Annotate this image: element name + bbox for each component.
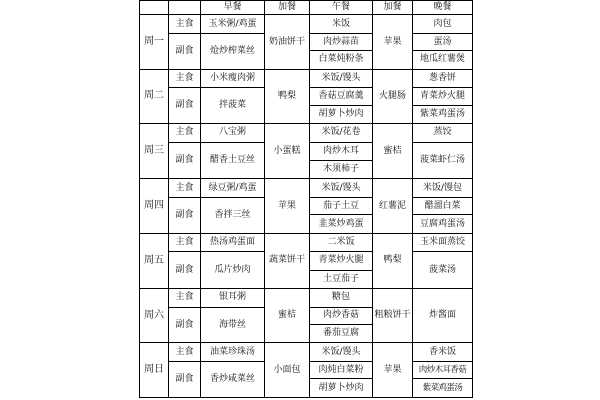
breakfast-side-item: 拌菠菜 bbox=[201, 88, 265, 124]
breakfast-side-item: 炝炒榨菜丝 bbox=[201, 33, 265, 69]
meal-type-main-label: 主食 bbox=[169, 233, 201, 251]
dinner-item: 菠菜虾仁汤 bbox=[413, 142, 473, 179]
afternoon-snack-item: 红薯泥 bbox=[373, 179, 413, 233]
dinner-item: 菠菜汤 bbox=[413, 252, 473, 289]
lunch-item: 番茄豆腐 bbox=[310, 325, 373, 343]
dinner-item: 葱香饼 bbox=[413, 69, 473, 87]
header-cell-lunch: 午餐 bbox=[310, 1, 373, 15]
day-name: 周日 bbox=[140, 343, 169, 398]
lunch-item: 糖包 bbox=[310, 289, 373, 307]
lunch-item: 米饭/馒头 bbox=[310, 179, 373, 197]
meal-type-main-label: 主食 bbox=[169, 15, 201, 33]
breakfast-main-item: 热汤鸡蛋面 bbox=[201, 233, 265, 251]
meal-type-main-label: 主食 bbox=[169, 69, 201, 87]
lunch-item: 米饭/馒头 bbox=[310, 69, 373, 87]
meal-type-main-label: 主食 bbox=[169, 343, 201, 361]
meal-type-side-label: 副食 bbox=[169, 252, 201, 289]
header-cell-breakfast: 早餐 bbox=[201, 1, 265, 15]
header-cell-dinner: 晚餐 bbox=[413, 1, 473, 15]
dinner-item: 肉炒木耳香菇 bbox=[413, 361, 473, 378]
meal-type-main-label: 主食 bbox=[169, 289, 201, 307]
day-row bbox=[140, 343, 473, 361]
morning-snack-item: 小蛋糕 bbox=[265, 124, 310, 179]
dinner-item: 青菜炒火腿 bbox=[413, 88, 473, 105]
afternoon-snack-item: 蜜桔 bbox=[373, 124, 413, 179]
dinner-item: 玉米面蒸饺 bbox=[413, 233, 473, 251]
breakfast-main-item: 油菜珍珠汤 bbox=[201, 343, 265, 361]
dinner-item: 炸酱面 bbox=[413, 289, 473, 343]
dinner-item: 醋溜白菜 bbox=[413, 197, 473, 214]
morning-snack-item: 奶油饼干 bbox=[265, 15, 310, 69]
breakfast-side-item: 瓜片炒肉 bbox=[201, 252, 265, 289]
breakfast-main-item: 银耳粥 bbox=[201, 289, 265, 307]
lunch-item: 肉炒木耳 bbox=[310, 142, 373, 160]
breakfast-main-item: 绿豆粥/鸡蛋 bbox=[201, 179, 265, 197]
lunch-item: 茄子土豆 bbox=[310, 197, 373, 214]
meal-type-main-label: 主食 bbox=[169, 124, 201, 142]
breakfast-main-item: 玉米粥/鸡蛋 bbox=[201, 15, 265, 33]
dinner-item: 地瓜红薯煲 bbox=[413, 51, 473, 69]
meal-type-side-label: 副食 bbox=[169, 197, 201, 233]
dinner-item: 香米饭 bbox=[413, 343, 473, 361]
lunch-item: 肉炒香菇 bbox=[310, 307, 373, 324]
meal-type-side-label: 副食 bbox=[169, 142, 201, 179]
meal-type-side-label: 副食 bbox=[169, 33, 201, 69]
lunch-item: 青菜炒火腿 bbox=[310, 252, 373, 270]
lunch-item: 胡萝卜炒肉 bbox=[310, 379, 373, 398]
header-cell-type bbox=[169, 1, 201, 15]
dinner-item: 紫菜鸡蛋汤 bbox=[413, 105, 473, 123]
dinner-item: 蛋汤 bbox=[413, 33, 473, 50]
breakfast-side-item: 醋香土豆丝 bbox=[201, 142, 265, 179]
afternoon-snack-item: 火腿肠 bbox=[373, 69, 413, 123]
afternoon-snack-item: 鸭梨 bbox=[373, 233, 413, 288]
day-name: 周一 bbox=[140, 15, 169, 69]
breakfast-main-item: 小米瘦肉粥 bbox=[201, 69, 265, 87]
morning-snack-item: 蜜桔 bbox=[265, 289, 310, 343]
dinner-item: 豆腐鸡蛋汤 bbox=[413, 215, 473, 233]
day-name: 周四 bbox=[140, 179, 169, 233]
morning-snack-item: 苹果 bbox=[265, 179, 310, 233]
day-row bbox=[140, 233, 473, 251]
header-row bbox=[140, 1, 473, 15]
breakfast-side-item: 海带丝 bbox=[201, 307, 265, 343]
header-cell-afternoon-snack: 加餐 bbox=[373, 1, 413, 15]
meal-type-side-label: 副食 bbox=[169, 307, 201, 343]
lunch-item: 白菜炖粉条 bbox=[310, 51, 373, 69]
morning-snack-item: 小面包 bbox=[265, 343, 310, 398]
dinner-item: 米饭/馒包 bbox=[413, 179, 473, 197]
lunch-item: 香菇豆腐羹 bbox=[310, 88, 373, 105]
lunch-item: 米饭 bbox=[310, 15, 373, 33]
morning-snack-item: 蔬菜饼干 bbox=[265, 233, 310, 288]
dinner-item: 紫菜鸡蛋汤 bbox=[413, 379, 473, 398]
afternoon-snack-item: 粗粮饼干 bbox=[373, 289, 413, 343]
meal-type-side-label: 副食 bbox=[169, 361, 201, 397]
afternoon-snack-item: 苹果 bbox=[373, 343, 413, 398]
day-row bbox=[140, 289, 473, 307]
breakfast-side-item: 香炒咸菜丝 bbox=[201, 361, 265, 397]
lunch-item: 土豆茄子 bbox=[310, 270, 373, 288]
header-cell-day bbox=[140, 1, 169, 15]
lunch-item: 肉炒蒜苗 bbox=[310, 33, 373, 50]
day-row bbox=[140, 124, 473, 142]
day-name: 周六 bbox=[140, 289, 169, 343]
weekly-menu-table bbox=[139, 0, 473, 398]
afternoon-snack-item: 苹果 bbox=[373, 15, 413, 69]
lunch-item: 肉炖白菜粉 bbox=[310, 361, 373, 378]
dinner-item: 蒸饺 bbox=[413, 124, 473, 142]
day-row bbox=[140, 15, 473, 33]
lunch-item: 木须柿子 bbox=[310, 160, 373, 178]
day-name: 周五 bbox=[140, 233, 169, 288]
breakfast-main-item: 八宝粥 bbox=[201, 124, 265, 142]
breakfast-side-item: 香拌三丝 bbox=[201, 197, 265, 233]
lunch-item: 二米饭 bbox=[310, 233, 373, 251]
lunch-item: 米饭/花卷 bbox=[310, 124, 373, 142]
day-row bbox=[140, 69, 473, 87]
dinner-item: 肉包 bbox=[413, 15, 473, 33]
day-name: 周三 bbox=[140, 124, 169, 179]
lunch-item: 韭菜炒鸡蛋 bbox=[310, 215, 373, 233]
menu-table-body bbox=[140, 1, 473, 398]
lunch-item: 米饭/馒头 bbox=[310, 343, 373, 361]
day-name: 周二 bbox=[140, 69, 169, 123]
meal-type-side-label: 副食 bbox=[169, 88, 201, 124]
lunch-item: 胡萝卜炒肉 bbox=[310, 105, 373, 123]
morning-snack-item: 鸭梨 bbox=[265, 69, 310, 123]
day-row bbox=[140, 179, 473, 197]
meal-type-main-label: 主食 bbox=[169, 179, 201, 197]
header-cell-morning-snack: 加餐 bbox=[265, 1, 310, 15]
